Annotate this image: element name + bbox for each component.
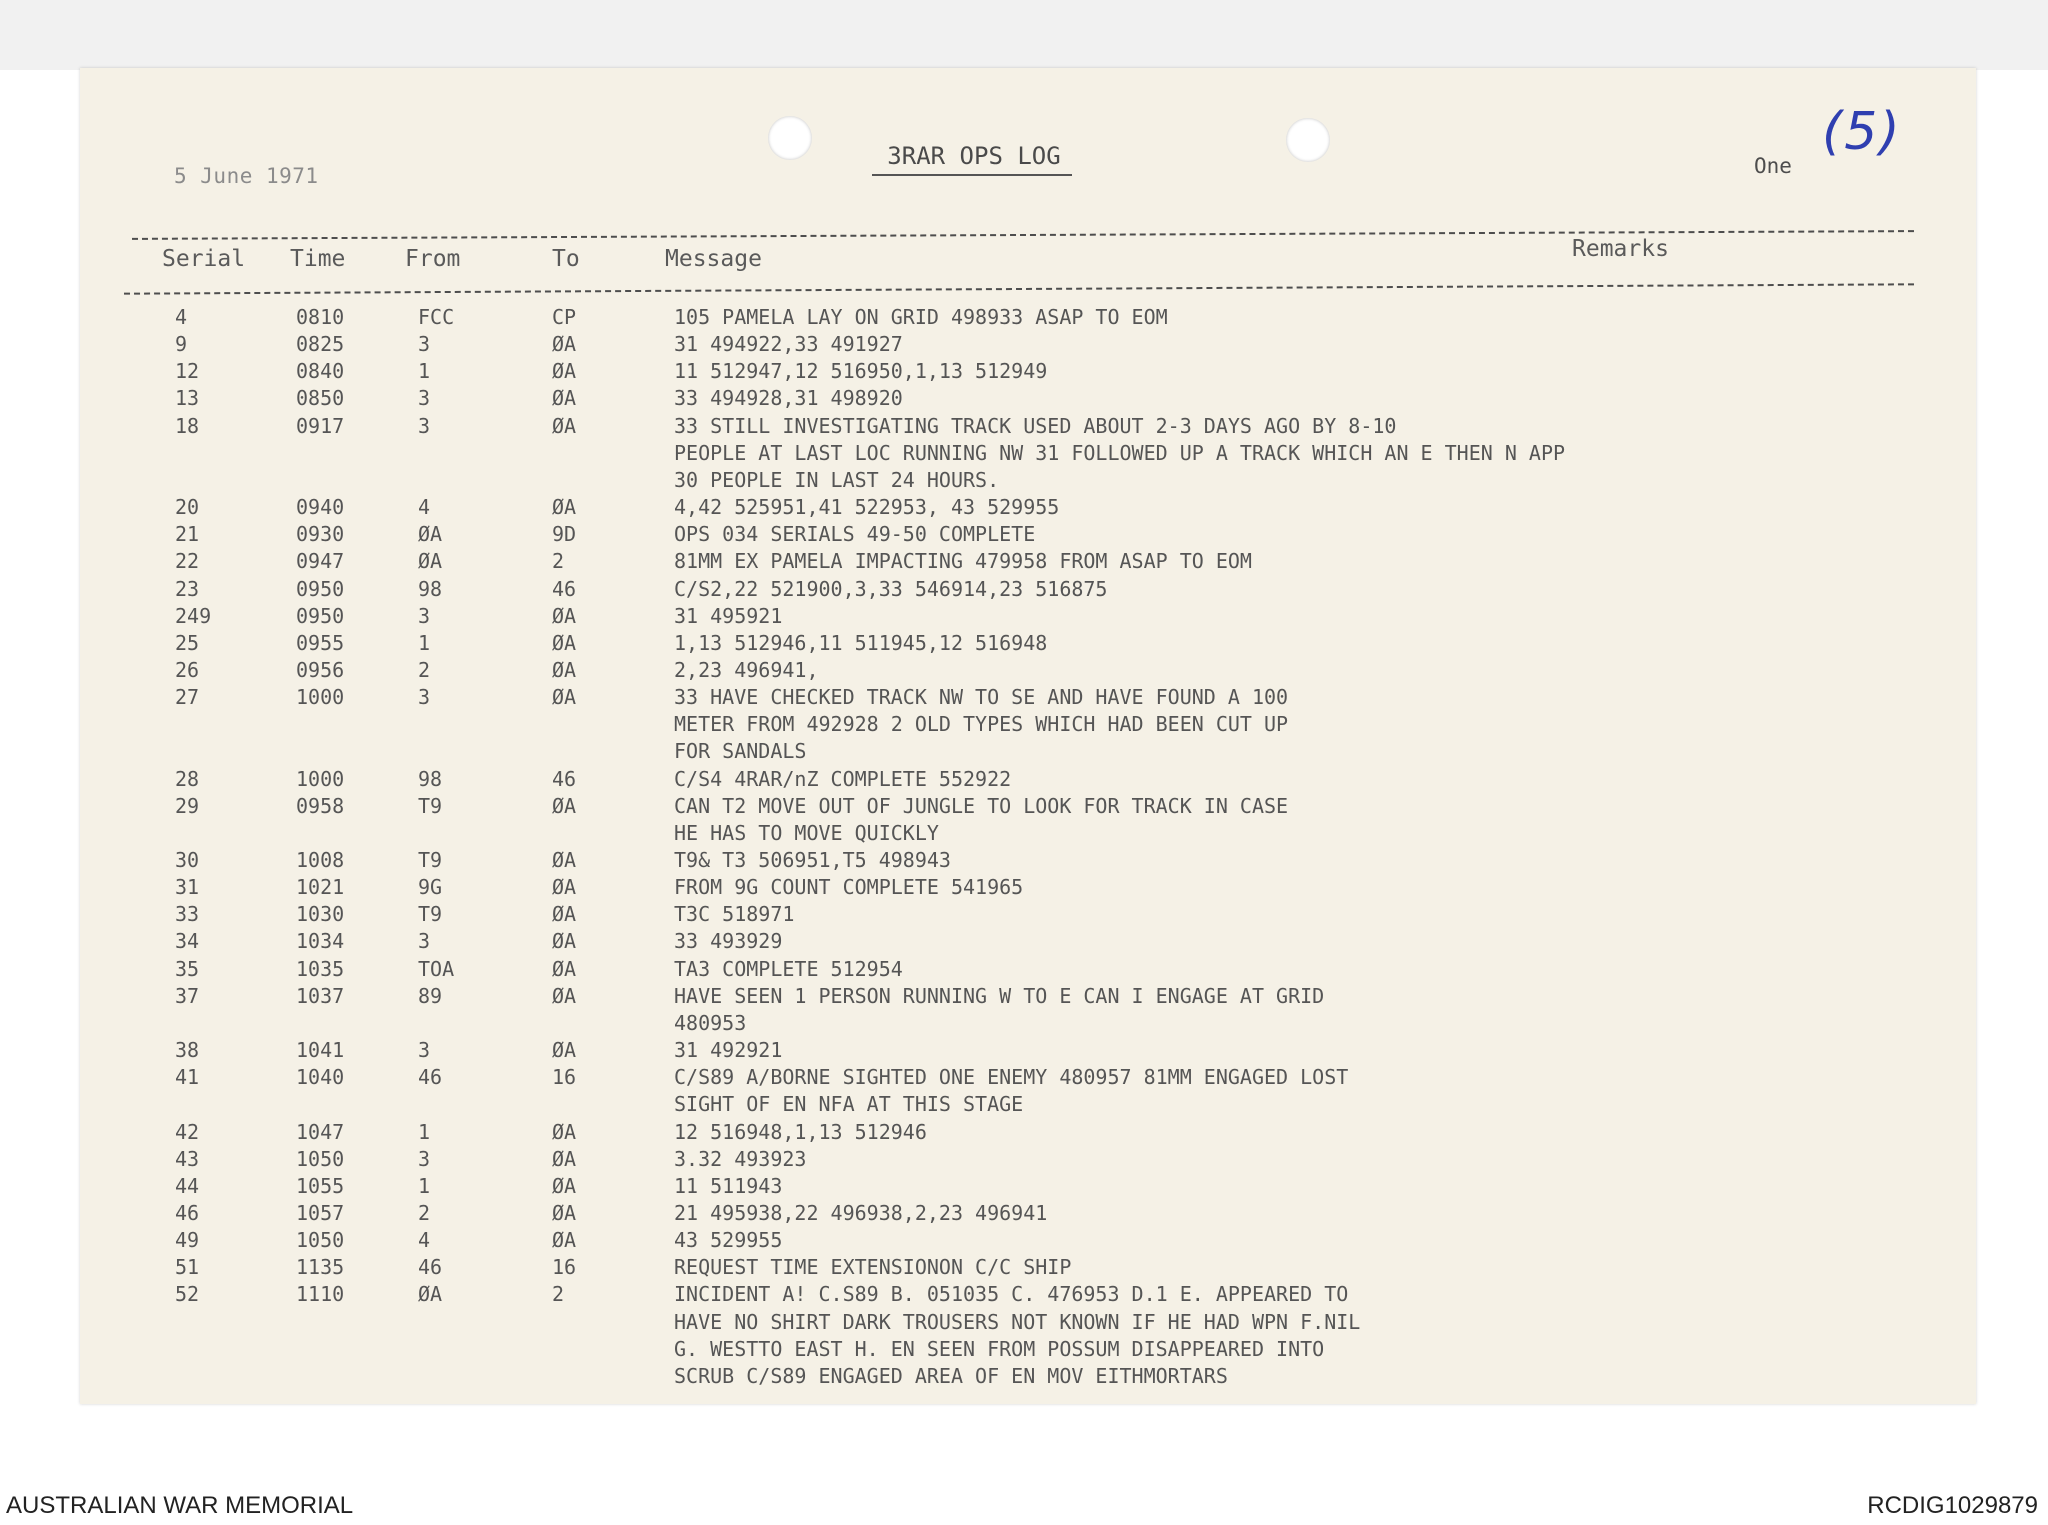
entry-from: ØA xyxy=(418,522,443,547)
entry-to: ØA xyxy=(552,1200,577,1225)
log-entry-row xyxy=(80,928,1976,955)
column-header-to: To xyxy=(552,246,580,272)
entry-from: 1 xyxy=(418,359,431,384)
entry-message: G. WESTTO EAST H. EN SEEN FROM POSSUM DISAPPEARED INTO xyxy=(674,1336,1325,1361)
entry-message: 11 511943 xyxy=(674,1173,783,1198)
entry-serial: 44 xyxy=(175,1173,200,1198)
entry-serial: 52 xyxy=(175,1282,200,1307)
entry-serial: 249 xyxy=(175,603,212,628)
entry-from: 2 xyxy=(418,657,431,682)
entry-message: 33 STILL INVESTIGATING TRACK USED ABOUT 2-3 DAYS AGO BY 8-10 xyxy=(674,413,1397,438)
entry-serial: 4 xyxy=(175,305,188,329)
entry-message: 33 494928,31 498920 xyxy=(674,386,903,411)
entry-message: 33 HAVE CHECKED TRACK NW TO SE AND HAVE FOUND A 100 xyxy=(674,685,1289,710)
entry-message: FOR SANDALS xyxy=(674,739,807,764)
title-underline xyxy=(872,174,1072,176)
entry-from: 89 xyxy=(418,983,443,1008)
entry-from: 3 xyxy=(418,685,431,710)
entry-from: 1 xyxy=(418,1173,431,1198)
entry-to: 2 xyxy=(552,549,565,574)
entry-from: 3 xyxy=(418,1146,431,1171)
log-entry-continuation xyxy=(80,820,1976,847)
log-entry-continuation xyxy=(80,1363,1976,1390)
log-entry-row xyxy=(80,1146,1976,1173)
log-entry-continuation xyxy=(80,711,1976,738)
log-entry-row xyxy=(80,304,1976,331)
entry-serial: 38 xyxy=(175,1038,200,1063)
entry-time: 1008 xyxy=(296,848,345,872)
entry-time: 1030 xyxy=(296,902,345,927)
log-entry-row xyxy=(80,1119,1976,1146)
log-entry-row xyxy=(80,331,1976,358)
entry-message: C/S4 4RAR/nZ COMPLETE 552922 xyxy=(674,766,1012,791)
entry-time: 1050 xyxy=(296,1228,345,1253)
entry-to: ØA xyxy=(552,1173,577,1198)
entry-from: 3 xyxy=(418,603,431,628)
log-entry-continuation xyxy=(80,738,1976,765)
entry-from: TOA xyxy=(418,956,455,981)
log-entry-row xyxy=(80,901,1976,928)
log-entry-row xyxy=(80,603,1976,630)
entry-message: HE HAS TO MOVE QUICKLY xyxy=(674,820,939,845)
log-entry-row xyxy=(80,766,1976,793)
entry-time: 0947 xyxy=(296,549,345,574)
entry-message: 31 495921 xyxy=(674,603,783,628)
entry-message: 30 PEOPLE IN LAST 24 HOURS. xyxy=(674,467,1000,492)
entry-from: FCC xyxy=(418,305,455,329)
entry-message: 11 512947,12 516950,1,13 512949 xyxy=(674,359,1048,384)
entry-serial: 33 xyxy=(175,902,200,927)
entry-time: 1021 xyxy=(296,875,345,900)
entry-message: C/S89 A/BORNE SIGHTED ONE ENEMY 480957 81MM ENGAGED LOST xyxy=(674,1065,1349,1090)
entry-time: 0950 xyxy=(296,576,345,601)
entry-message: 480953 xyxy=(674,1010,747,1035)
entry-message: 43 529955 xyxy=(674,1228,783,1253)
column-header-from: From xyxy=(405,246,461,272)
entry-from: 4 xyxy=(418,1228,431,1253)
entry-from: 2 xyxy=(418,1200,431,1225)
entry-message: 81MM EX PAMELA IMPACTING 479958 FROM ASAP TO EOM xyxy=(674,549,1252,574)
log-entry-row xyxy=(80,385,1976,412)
entry-to: ØA xyxy=(552,956,577,981)
entry-time: 0840 xyxy=(296,359,345,384)
entry-time: 1055 xyxy=(296,1173,345,1198)
entry-message: 3.32 493923 xyxy=(674,1146,807,1171)
column-header-serial: Serial xyxy=(162,246,246,272)
entry-message: 21 495938,22 496938,2,23 496941 xyxy=(674,1200,1048,1225)
log-entry-continuation xyxy=(80,1309,1976,1336)
entry-time: 0850 xyxy=(296,386,345,411)
log-entry-continuation xyxy=(80,1010,1976,1037)
entry-message: FROM 9G COUNT COMPLETE 541965 xyxy=(674,875,1024,900)
entry-message: 33 493929 xyxy=(674,929,783,954)
entry-message: SIGHT OF EN NFA AT THIS STAGE xyxy=(674,1092,1024,1117)
entry-to: ØA xyxy=(552,848,577,872)
entry-message: 12 516948,1,13 512946 xyxy=(674,1119,927,1144)
entry-to: ØA xyxy=(552,603,577,628)
entry-serial: 34 xyxy=(175,929,200,954)
punch-hole xyxy=(1286,118,1330,162)
entry-serial: 26 xyxy=(175,657,200,682)
log-entry-row xyxy=(80,358,1976,385)
entry-from: T9 xyxy=(418,902,443,927)
entry-from: 4 xyxy=(418,495,431,520)
entry-time: 1057 xyxy=(296,1200,345,1225)
log-entry-row xyxy=(80,576,1976,603)
entry-from: 46 xyxy=(418,1255,443,1280)
entry-time: 1037 xyxy=(296,983,345,1008)
entry-to: ØA xyxy=(552,1228,577,1253)
entry-to: ØA xyxy=(552,685,577,710)
entry-time: 1135 xyxy=(296,1255,345,1280)
entry-to: ØA xyxy=(552,1119,577,1144)
entry-serial: 21 xyxy=(175,522,200,547)
entry-serial: 22 xyxy=(175,549,200,574)
entry-from: 3 xyxy=(418,386,431,411)
log-entry-row xyxy=(80,684,1976,711)
entry-time: 0956 xyxy=(296,657,345,682)
entry-message: 4,42 525951,41 522953, 43 529955 xyxy=(674,495,1060,520)
log-entry-row xyxy=(80,548,1976,575)
entry-to: ØA xyxy=(552,413,577,438)
handwritten-page-mark: (5) xyxy=(1822,102,1902,162)
entry-message: SCRUB C/S89 ENGAGED AREA OF EN MOV EITHMORTARS xyxy=(674,1363,1228,1388)
entry-time: 0950 xyxy=(296,603,345,628)
entry-to: ØA xyxy=(552,983,577,1008)
entry-to: CP xyxy=(552,305,577,329)
entry-from: 98 xyxy=(418,576,443,601)
entry-message: TA3 COMPLETE 512954 xyxy=(674,956,903,981)
entry-message: 2,23 496941, xyxy=(674,657,819,682)
entry-to: 16 xyxy=(552,1065,577,1090)
entry-from: T9 xyxy=(418,793,443,818)
log-entry-row xyxy=(80,983,1976,1010)
entry-message: 1,13 512946,11 511945,12 516948 xyxy=(674,630,1048,655)
entry-message: INCIDENT A! C.S89 B. 051035 C. 476953 D.1 E. APPEARED TO xyxy=(674,1282,1349,1307)
entry-time: 0940 xyxy=(296,495,345,520)
entry-message: REQUEST TIME EXTENSIONON C/C SHIP xyxy=(674,1255,1072,1280)
entry-serial: 49 xyxy=(175,1228,200,1253)
entry-time: 1050 xyxy=(296,1146,345,1171)
log-entry-row xyxy=(80,413,1976,440)
entry-to: ØA xyxy=(552,495,577,520)
entry-time: 1000 xyxy=(296,766,345,791)
entry-time: 0917 xyxy=(296,413,345,438)
entry-time: 1041 xyxy=(296,1038,345,1063)
entry-message: HAVE SEEN 1 PERSON RUNNING W TO E CAN I ENGAGE AT GRID xyxy=(674,983,1325,1008)
entry-to: ØA xyxy=(552,1038,577,1063)
log-entry-row xyxy=(80,521,1976,548)
entry-message: OPS 034 SERIALS 49-50 COMPLETE xyxy=(674,522,1036,547)
entry-message: 105 PAMELA LAY ON GRID 498933 ASAP TO EOM xyxy=(674,305,1168,329)
entry-to: ØA xyxy=(552,902,577,927)
entry-to: ØA xyxy=(552,386,577,411)
log-entry-continuation xyxy=(80,467,1976,494)
entry-time: 1000 xyxy=(296,685,345,710)
entry-message: PEOPLE AT LAST LOC RUNNING NW 31 FOLLOWED UP A TRACK WHICH AN E THEN N APP xyxy=(674,440,1566,465)
log-entry-row xyxy=(80,847,1976,874)
header-rule-bottom xyxy=(124,283,1914,294)
entry-to: ØA xyxy=(552,630,577,655)
entry-serial: 30 xyxy=(175,848,200,872)
entry-serial: 42 xyxy=(175,1119,200,1144)
entry-to: ØA xyxy=(552,1146,577,1171)
entry-message: T3C 518971 xyxy=(674,902,795,927)
entry-to: ØA xyxy=(552,793,577,818)
entry-message: HAVE NO SHIRT DARK TROUSERS NOT KNOWN IF HE HAD WPN F.NIL xyxy=(674,1309,1361,1334)
entry-serial: 18 xyxy=(175,413,200,438)
entry-message: 31 492921 xyxy=(674,1038,783,1063)
entry-time: 0930 xyxy=(296,522,345,547)
entry-from: 98 xyxy=(418,766,443,791)
log-entry-row xyxy=(80,1037,1976,1064)
entry-time: 0810 xyxy=(296,305,345,329)
log-entry-row xyxy=(80,793,1976,820)
entry-time: 1035 xyxy=(296,956,345,981)
entry-to: ØA xyxy=(552,929,577,954)
column-header-message: Message xyxy=(665,246,762,272)
log-entry-row xyxy=(80,1227,1976,1254)
log-entry-row xyxy=(80,874,1976,901)
entry-time: 1034 xyxy=(296,929,345,954)
entry-time: 1110 xyxy=(296,1282,345,1307)
entry-to: 9D xyxy=(552,522,577,547)
entry-serial: 31 xyxy=(175,875,200,900)
log-entry-row xyxy=(80,956,1976,983)
log-entry-row xyxy=(80,1064,1976,1091)
entry-from: ØA xyxy=(418,1282,443,1307)
log-sheet xyxy=(80,68,1976,1404)
entry-from: T9 xyxy=(418,848,443,872)
scan-background xyxy=(0,0,2048,70)
entry-to: 16 xyxy=(552,1255,577,1280)
entry-serial: 37 xyxy=(175,983,200,1008)
footer-reference: RCDIG1029879 xyxy=(1867,1492,2038,1519)
entry-from: 9G xyxy=(418,875,443,900)
log-date: 5 June 1971 xyxy=(174,164,319,188)
entry-message: 31 494922,33 491927 xyxy=(674,332,903,357)
entry-time: 1040 xyxy=(296,1065,345,1090)
entry-message: CAN T2 MOVE OUT OF JUNGLE TO LOOK FOR TRACK IN CASE xyxy=(674,793,1289,818)
entry-from: 3 xyxy=(418,413,431,438)
entry-to: 2 xyxy=(552,1282,565,1307)
entry-to: 46 xyxy=(552,576,577,601)
entry-serial: 28 xyxy=(175,766,200,791)
entry-serial: 20 xyxy=(175,495,200,520)
entry-serial: 51 xyxy=(175,1255,200,1280)
entry-message: T9& T3 506951,T5 498943 xyxy=(674,848,951,872)
footer-institution: AUSTRALIAN WAR MEMORIAL xyxy=(6,1492,354,1519)
entry-to: ØA xyxy=(552,332,577,357)
entry-to: 46 xyxy=(552,766,577,791)
log-entry-continuation xyxy=(80,1091,1976,1118)
column-header-remarks: Remarks xyxy=(1572,236,1669,262)
entry-serial: 41 xyxy=(175,1065,200,1090)
log-entry-row xyxy=(80,1254,1976,1281)
log-entry-continuation xyxy=(80,440,1976,467)
column-header-time: Time xyxy=(290,246,346,272)
punch-hole xyxy=(768,116,812,160)
entry-time: 0955 xyxy=(296,630,345,655)
entry-time: 0958 xyxy=(296,793,345,818)
entry-serial: 25 xyxy=(175,630,200,655)
entry-serial: 23 xyxy=(175,576,200,601)
entry-message: C/S2,22 521900,3,33 546914,23 516875 xyxy=(674,576,1108,601)
entry-time: 0825 xyxy=(296,332,345,357)
entry-from: 1 xyxy=(418,1119,431,1144)
entry-to: ØA xyxy=(552,657,577,682)
page-title: 3RAR OPS LOG xyxy=(887,142,1061,170)
entry-from: 3 xyxy=(418,332,431,357)
entry-serial: 29 xyxy=(175,793,200,818)
entry-from: 46 xyxy=(418,1065,443,1090)
log-entry-row xyxy=(80,1281,1976,1308)
entry-serial: 12 xyxy=(175,359,200,384)
entry-serial: 27 xyxy=(175,685,200,710)
entry-serial: 35 xyxy=(175,956,200,981)
entry-serial: 9 xyxy=(175,332,188,357)
entry-from: 1 xyxy=(418,630,431,655)
entry-serial: 43 xyxy=(175,1146,200,1171)
log-entry-row xyxy=(80,494,1976,521)
log-entry-row xyxy=(80,630,1976,657)
entry-from: ØA xyxy=(418,549,443,574)
page-number-word: One xyxy=(1754,154,1792,178)
entry-message: METER FROM 492928 2 OLD TYPES WHICH HAD BEEN CUT UP xyxy=(674,712,1289,737)
entry-serial: 13 xyxy=(175,386,200,411)
entry-from: 3 xyxy=(418,929,431,954)
entry-from: 3 xyxy=(418,1038,431,1063)
log-entry-row xyxy=(80,657,1976,684)
log-entry-row xyxy=(80,1173,1976,1200)
entry-to: ØA xyxy=(552,875,577,900)
entry-to: ØA xyxy=(552,359,577,384)
log-entry-continuation xyxy=(80,1336,1976,1363)
entry-time: 1047 xyxy=(296,1119,345,1144)
log-entry-row xyxy=(80,1200,1976,1227)
entry-serial: 46 xyxy=(175,1200,200,1225)
